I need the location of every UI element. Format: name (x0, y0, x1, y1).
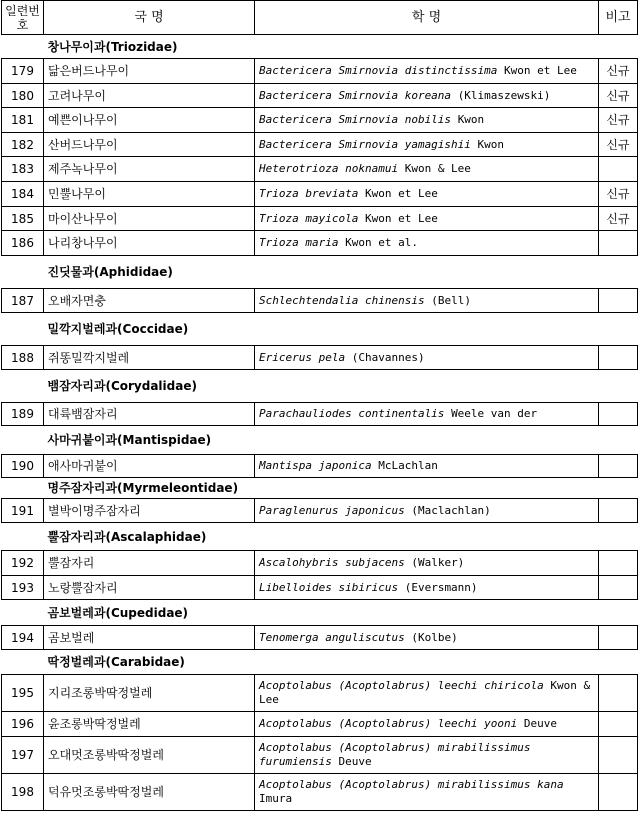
family-row (2, 35, 638, 59)
serial-number-cell: 192 (2, 551, 44, 576)
scientific-name: Acoptolabus (Acoptolabrus) leechi yooni (259, 717, 518, 730)
remark-cell (599, 289, 638, 313)
table-row (2, 59, 638, 84)
scientific-name-cell (255, 626, 599, 650)
remark-cell (599, 231, 638, 256)
remark-cell: 신규 (599, 133, 638, 157)
serial-number-cell: 197 (2, 737, 44, 774)
family-row (2, 523, 638, 551)
korean-name-cell: 닮은버드나무이 (44, 59, 255, 84)
korean-name-cell: 대륙뱀잠자리 (44, 403, 255, 426)
scientific-name: Schlechtendalia chinensis (259, 293, 425, 307)
scientific-name: Trioza breviata (259, 187, 359, 200)
table-row (2, 576, 638, 600)
author-name: Kwon et Lee (364, 211, 438, 225)
scientific-name-cell (255, 712, 599, 737)
serial-number-cell: 191 (2, 499, 44, 523)
table-row (2, 774, 638, 811)
author-name: (Walker) (411, 556, 465, 569)
family-name: 사마귀붙이과(Mantispidae) (2, 426, 638, 455)
scientific-name-cell (255, 499, 599, 523)
korean-name-cell: 덕유멋조롱박딱정벌레 (44, 774, 255, 811)
scientific-name-cell (255, 675, 599, 712)
scientific-name-cell (255, 59, 599, 84)
scientific-name-cell (255, 289, 599, 313)
remark-cell (599, 403, 638, 426)
scientific-name-cell (255, 157, 599, 182)
table-row (2, 403, 638, 426)
table-row (2, 346, 638, 370)
serial-number-cell: 184 (2, 182, 44, 207)
scientific-name: Bactericera Smirnovia distinctissima (259, 64, 498, 77)
header-serial-number: 일련번호 (2, 1, 44, 35)
korean-name-cell: 별박이명주잠자리 (44, 499, 255, 523)
author-name: Kwon & Lee (259, 679, 591, 706)
table-row (2, 182, 638, 207)
scientific-name: Mantispa japonica (259, 459, 372, 472)
scientific-name-cell (255, 346, 599, 370)
korean-name-cell: 오대멋조롱박딱정벌레 (44, 737, 255, 774)
family-row (2, 370, 638, 403)
table-row (2, 207, 638, 231)
serial-number-cell: 189 (2, 403, 44, 426)
korean-name-cell: 애사마귀붙이 (44, 455, 255, 478)
remark-cell: 신규 (599, 59, 638, 84)
scientific-name: Bactericera Smirnovia nobilis (259, 113, 452, 126)
korean-name-cell: 지리조롱박딱정벌레 (44, 675, 255, 712)
korean-name-cell: 나리창나무이 (44, 231, 255, 256)
table-row (2, 108, 638, 133)
author-name: Kwon (457, 113, 485, 126)
scientific-name-cell (255, 182, 599, 207)
author-name: (Klimaszewski) (457, 88, 551, 102)
family-name: 딱정벌레과(Carabidae) (2, 650, 638, 675)
author-name: Deuve (338, 755, 372, 768)
author-name: (Kolbe) (411, 630, 458, 644)
serial-number-cell: 194 (2, 626, 44, 650)
table-row (2, 133, 638, 157)
korean-name-cell: 노랑뿔잠자리 (44, 576, 255, 600)
table-row (2, 551, 638, 576)
remark-cell (599, 157, 638, 182)
scientific-name: Acoptolabus (Acoptolabrus) mirabilissimus furumiensis (259, 741, 531, 768)
serial-number-cell: 190 (2, 455, 44, 478)
korean-name-cell: 산버드나무이 (44, 133, 255, 157)
author-name: Kwon et al. (345, 236, 418, 249)
korean-name-cell: 오배자면충 (44, 289, 255, 313)
family-row (2, 650, 638, 675)
serial-number-cell: 195 (2, 675, 44, 712)
author-name: (Bell) (431, 293, 471, 307)
serial-number-cell: 188 (2, 346, 44, 370)
serial-number-cell: 186 (2, 231, 44, 256)
author-name: Kwon et Lee (364, 187, 438, 200)
remark-cell (599, 551, 638, 576)
serial-number-cell: 198 (2, 774, 44, 811)
korean-name-cell: 민뿔나무이 (44, 182, 255, 207)
scientific-name-cell (255, 455, 599, 478)
author-name: (Chavannes) (351, 350, 425, 364)
table-row (2, 499, 638, 523)
scientific-name-cell (255, 84, 599, 108)
family-name: 진딧물과(Aphididae) (2, 256, 638, 289)
serial-number-cell: 185 (2, 207, 44, 231)
family-row (2, 600, 638, 626)
serial-number-cell: 193 (2, 576, 44, 600)
korean-name-cell: 쥐똥밀깍지벌레 (44, 346, 255, 370)
family-row (2, 313, 638, 346)
author-name: Kwon et Lee (504, 64, 577, 77)
serial-number-cell: 183 (2, 157, 44, 182)
remark-cell (599, 499, 638, 523)
scientific-name-cell (255, 551, 599, 576)
scientific-name: Libelloides sibiricus (259, 580, 399, 594)
korean-name-cell: 고려나무이 (44, 84, 255, 108)
scientific-name: Bactericera Smirnovia yamagishii (259, 137, 471, 151)
table-header-row (2, 1, 638, 35)
header-remark: 비고 (599, 1, 638, 35)
table-row (2, 455, 638, 478)
scientific-name: Paraglenurus japonicus (259, 503, 405, 517)
scientific-name: Parachauliodes continentalis (259, 407, 445, 420)
family-row (2, 478, 638, 499)
scientific-name-cell (255, 133, 599, 157)
scientific-name-cell (255, 231, 599, 256)
species-table (1, 0, 638, 811)
scientific-name-cell (255, 774, 599, 811)
serial-number-cell: 182 (2, 133, 44, 157)
family-name: 명주잠자리과(Myrmeleontidae) (2, 478, 638, 499)
korean-name-cell: 제주녹나무이 (44, 157, 255, 182)
family-row (2, 426, 638, 455)
author-name: (Eversmann) (404, 580, 478, 594)
table-row (2, 675, 638, 712)
scientific-name: Trioza mayicola (259, 211, 359, 225)
table-row (2, 737, 638, 774)
author-name: (Maclachlan) (411, 503, 491, 517)
scientific-name: Tenomerga anguliscutus (259, 630, 405, 644)
remark-cell: 신규 (599, 182, 638, 207)
korean-name-cell: 예쁜이나무이 (44, 108, 255, 133)
remark-cell (599, 675, 638, 712)
author-name: Kwon & Lee (404, 162, 471, 175)
table-row (2, 626, 638, 650)
author-name: Deuve (523, 717, 558, 730)
family-name: 밀깍지벌레과(Coccidae) (2, 313, 638, 346)
korean-name-cell: 윤조롱박딱정벌레 (44, 712, 255, 737)
scientific-name: Trioza maria (259, 236, 339, 249)
korean-name-cell: 마이산나무이 (44, 207, 255, 231)
remark-cell: 신규 (599, 108, 638, 133)
author-name: Imura (259, 792, 293, 805)
family-name: 뱀잠자리과(Corydalidae) (2, 370, 638, 403)
remark-cell (599, 774, 638, 811)
scientific-name: Bactericera Smirnovia koreana (259, 88, 452, 102)
scientific-name-cell (255, 737, 599, 774)
family-name: 창나무이과(Triozidae) (2, 35, 638, 59)
remark-cell: 신규 (599, 207, 638, 231)
family-name: 곰보벌레과(Cupedidae) (2, 600, 638, 626)
table-row (2, 712, 638, 737)
author-name: Weele van der (451, 407, 538, 420)
remark-cell (599, 346, 638, 370)
table-row (2, 289, 638, 313)
remark-cell (599, 737, 638, 774)
serial-number-cell: 181 (2, 108, 44, 133)
family-row (2, 256, 638, 289)
table-row (2, 157, 638, 182)
korean-name-cell: 곰보벌레 (44, 626, 255, 650)
serial-number-cell: 187 (2, 289, 44, 313)
table-row (2, 231, 638, 256)
scientific-name: Acoptolabus (Acoptolabrus) mirabilissimus kana (259, 778, 564, 791)
author-name: Kwon (477, 137, 505, 151)
scientific-name: Heterotrioza noknamui (259, 162, 399, 175)
serial-number-cell: 196 (2, 712, 44, 737)
korean-name-cell: 뿔잠자리 (44, 551, 255, 576)
scientific-name-cell (255, 403, 599, 426)
author-name: McLachlan (378, 459, 438, 472)
scientific-name: Ascalohybris subjacens (259, 556, 405, 569)
header-korean-name: 국 명 (44, 1, 255, 35)
serial-number-cell: 179 (2, 59, 44, 84)
header-scientific-name: 학 명 (255, 1, 599, 35)
scientific-name-cell (255, 207, 599, 231)
table-row (2, 84, 638, 108)
remark-cell (599, 455, 638, 478)
scientific-name-cell (255, 576, 599, 600)
scientific-name: Acoptolabus (Acoptolabrus) leechi chiricola (259, 679, 544, 692)
family-name: 뿔잠자리과(Ascalaphidae) (2, 523, 638, 551)
remark-cell (599, 576, 638, 600)
remark-cell (599, 626, 638, 650)
scientific-name-cell (255, 108, 599, 133)
scientific-name: Ericerus pela (259, 350, 346, 364)
remark-cell (599, 712, 638, 737)
serial-number-cell: 180 (2, 84, 44, 108)
remark-cell: 신규 (599, 84, 638, 108)
